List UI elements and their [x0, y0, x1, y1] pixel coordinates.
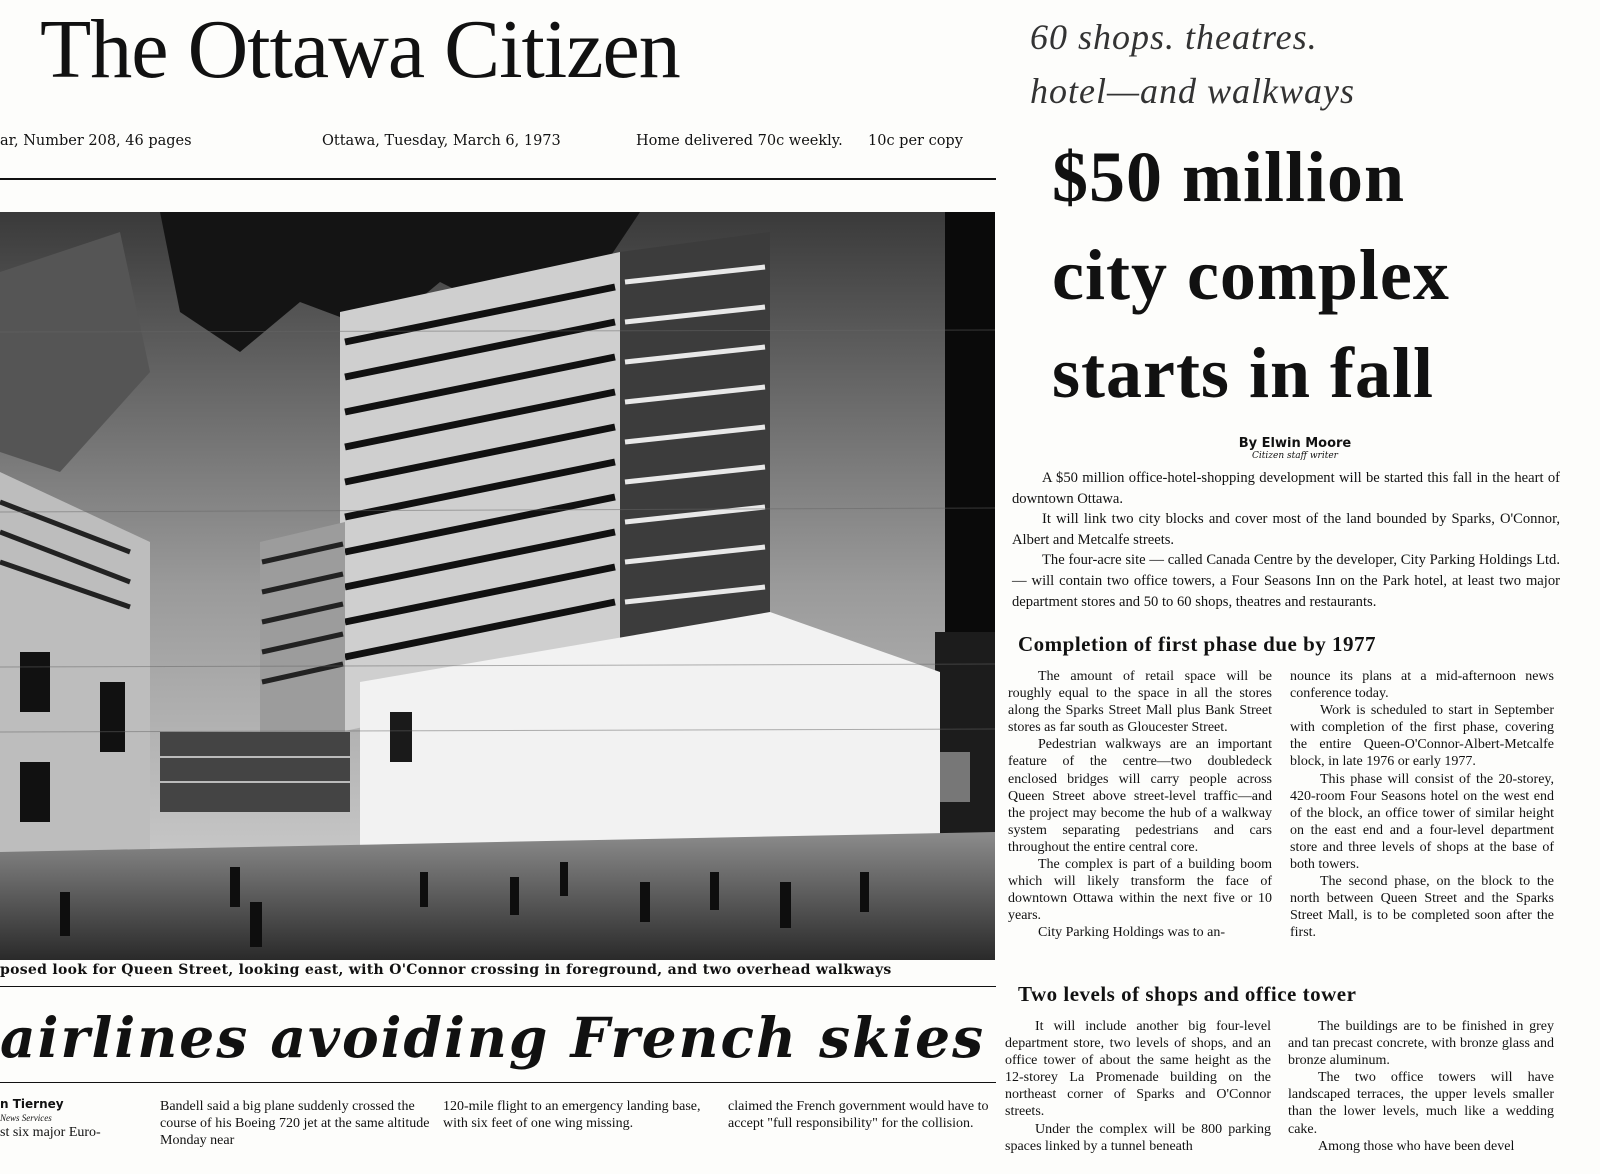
caption-rule: [0, 986, 996, 987]
paragraph: The complex is part of a building boom which will likely transform the face of downtown Ottawa within the next five or 10 years.: [1008, 857, 1272, 924]
headline-line-1: $50 million: [1052, 137, 1406, 217]
story-kicker: [1030, 10, 1355, 118]
subhead-shops-tower: Two levels of shops and office tower: [1018, 982, 1357, 1006]
paragraph: Under the complex will be 800 parking spaces linked by a tunnel beneath: [1005, 1121, 1271, 1154]
second-story-column-4: claimed the French government would have to accept "full responsibility" for the collision.: [728, 1099, 989, 1131]
story-column-4: [1288, 1018, 1554, 1155]
main-byline: [1200, 436, 1390, 461]
second-story-byline: n Tierney: [0, 1097, 64, 1111]
delivery-price: Home delivered 70c weekly.: [636, 133, 843, 149]
paragraph: Pedestrian walkways are an important feature of the centre—two doubledeck enclosed bridges will carry people across Queen Street above street-level traffic—and the project may become the hub of a walkway system separating pedestrians and cars throughout the entire central core.: [1008, 737, 1272, 855]
paragraph: Work is scheduled to start in September with completion of the first phase, covering the entire Queen-O'Connor-Albert-Metcalfe block, in late 1976 or early 1977.: [1290, 703, 1554, 770]
second-story-column-2: Bandell said a big plane suddenly crossed the course of his Boeing 720 jet at the same altitude Monday near: [160, 1099, 430, 1148]
lead-paragraph: A $50 million office-hotel-shopping development will be started this fall in the heart of downtown Ottawa.: [1012, 470, 1560, 507]
story-column-3: [1005, 1018, 1271, 1155]
headline-line-2: city complex: [1052, 235, 1450, 315]
dateline: Ottawa, Tuesday, March 6, 1973: [322, 133, 561, 149]
lead-paragraph: The four-acre site — called Canada Centre by the developer, City Parking Holdings Ltd. — will contain two office towers, a Four Seasons Inn on the Park hotel, at least two major department stores and 50 to 60 shops, theatres and restaurants.: [1012, 552, 1560, 610]
second-story-headline: airlines avoiding French skies: [0, 1005, 986, 1070]
kicker-line-1: 60 shops. theatres.: [1030, 17, 1318, 57]
second-story-byline-title: News Services: [0, 1113, 52, 1123]
headline-line-3: starts in fall: [1052, 333, 1434, 413]
story-column-1: [1008, 668, 1272, 942]
folio-rule: [0, 178, 996, 180]
main-headline: [1052, 128, 1450, 422]
lead-paragraph: It will link two city blocks and cover most of the land bounded by Sparks, O'Connor, Albert and Metcalfe streets.: [1012, 511, 1560, 548]
paragraph: nounce its plans at a mid-afternoon news conference today.: [1290, 669, 1554, 702]
architectural-rendering-photo: [0, 212, 995, 960]
second-story-text: st six major Euro-: [0, 1125, 101, 1140]
volume-info: ar, Number 208, 46 pages: [0, 133, 192, 149]
second-story-column-3: 120-mile flight to an emergency landing base, with six feet of one wing missing.: [443, 1099, 701, 1131]
copy-price: 10c per copy: [868, 133, 963, 149]
paragraph: This phase will consist of the 20-storey, 420-room Four Seasons hotel on the west end of the block, an office tower of similar height on the east end and a four-level department store and three levels of shops at the base of both towers.: [1290, 771, 1554, 873]
paragraph: The two office towers will have landscaped terraces, the upper levels smaller than the lower levels, much like a wedding cake.: [1288, 1070, 1554, 1137]
paragraph: The second phase, on the block to the north between Queen Street and the Sparks Street Mall, is to be completed soon after the first.: [1290, 874, 1554, 941]
second-story-column-1: [0, 1096, 145, 1141]
byline-title: Citizen staff writer: [1252, 451, 1338, 461]
lead-paragraphs: [1012, 468, 1560, 612]
paragraph: Among those who have been devel: [1318, 1138, 1515, 1154]
subhead-first-phase: Completion of first phase due by 1977: [1018, 632, 1377, 656]
paragraph: The amount of retail space will be roughly equal to the space in all the stores along the Sparks Street Mall plus Bank Street stores as far south as Gloucester Street.: [1008, 669, 1272, 736]
kicker-line-2: hotel—and walkways: [1030, 71, 1355, 111]
paragraph: The buildings are to be finished in grey and tan precast concrete, with bronze glass and bronze aluminum.: [1288, 1019, 1554, 1069]
byline-name: By Elwin Moore: [1238, 436, 1352, 451]
second-story-rule: [0, 1082, 996, 1083]
paragraph: It will include another big four-level department store, two levels of shops, and an office tower of about the same height as the 12-storey La Promenade building on the northeast corner of Sparks and O'Connor streets.: [1005, 1019, 1271, 1120]
photo-caption: posed look for Queen Street, looking east, with O'Connor crossing in foreground, and two overhead walkways: [0, 962, 892, 978]
story-column-2: [1290, 668, 1554, 942]
newspaper-masthead: The Ottawa Citizen: [40, 3, 680, 96]
paragraph: City Parking Holdings was to an-: [1038, 925, 1226, 941]
